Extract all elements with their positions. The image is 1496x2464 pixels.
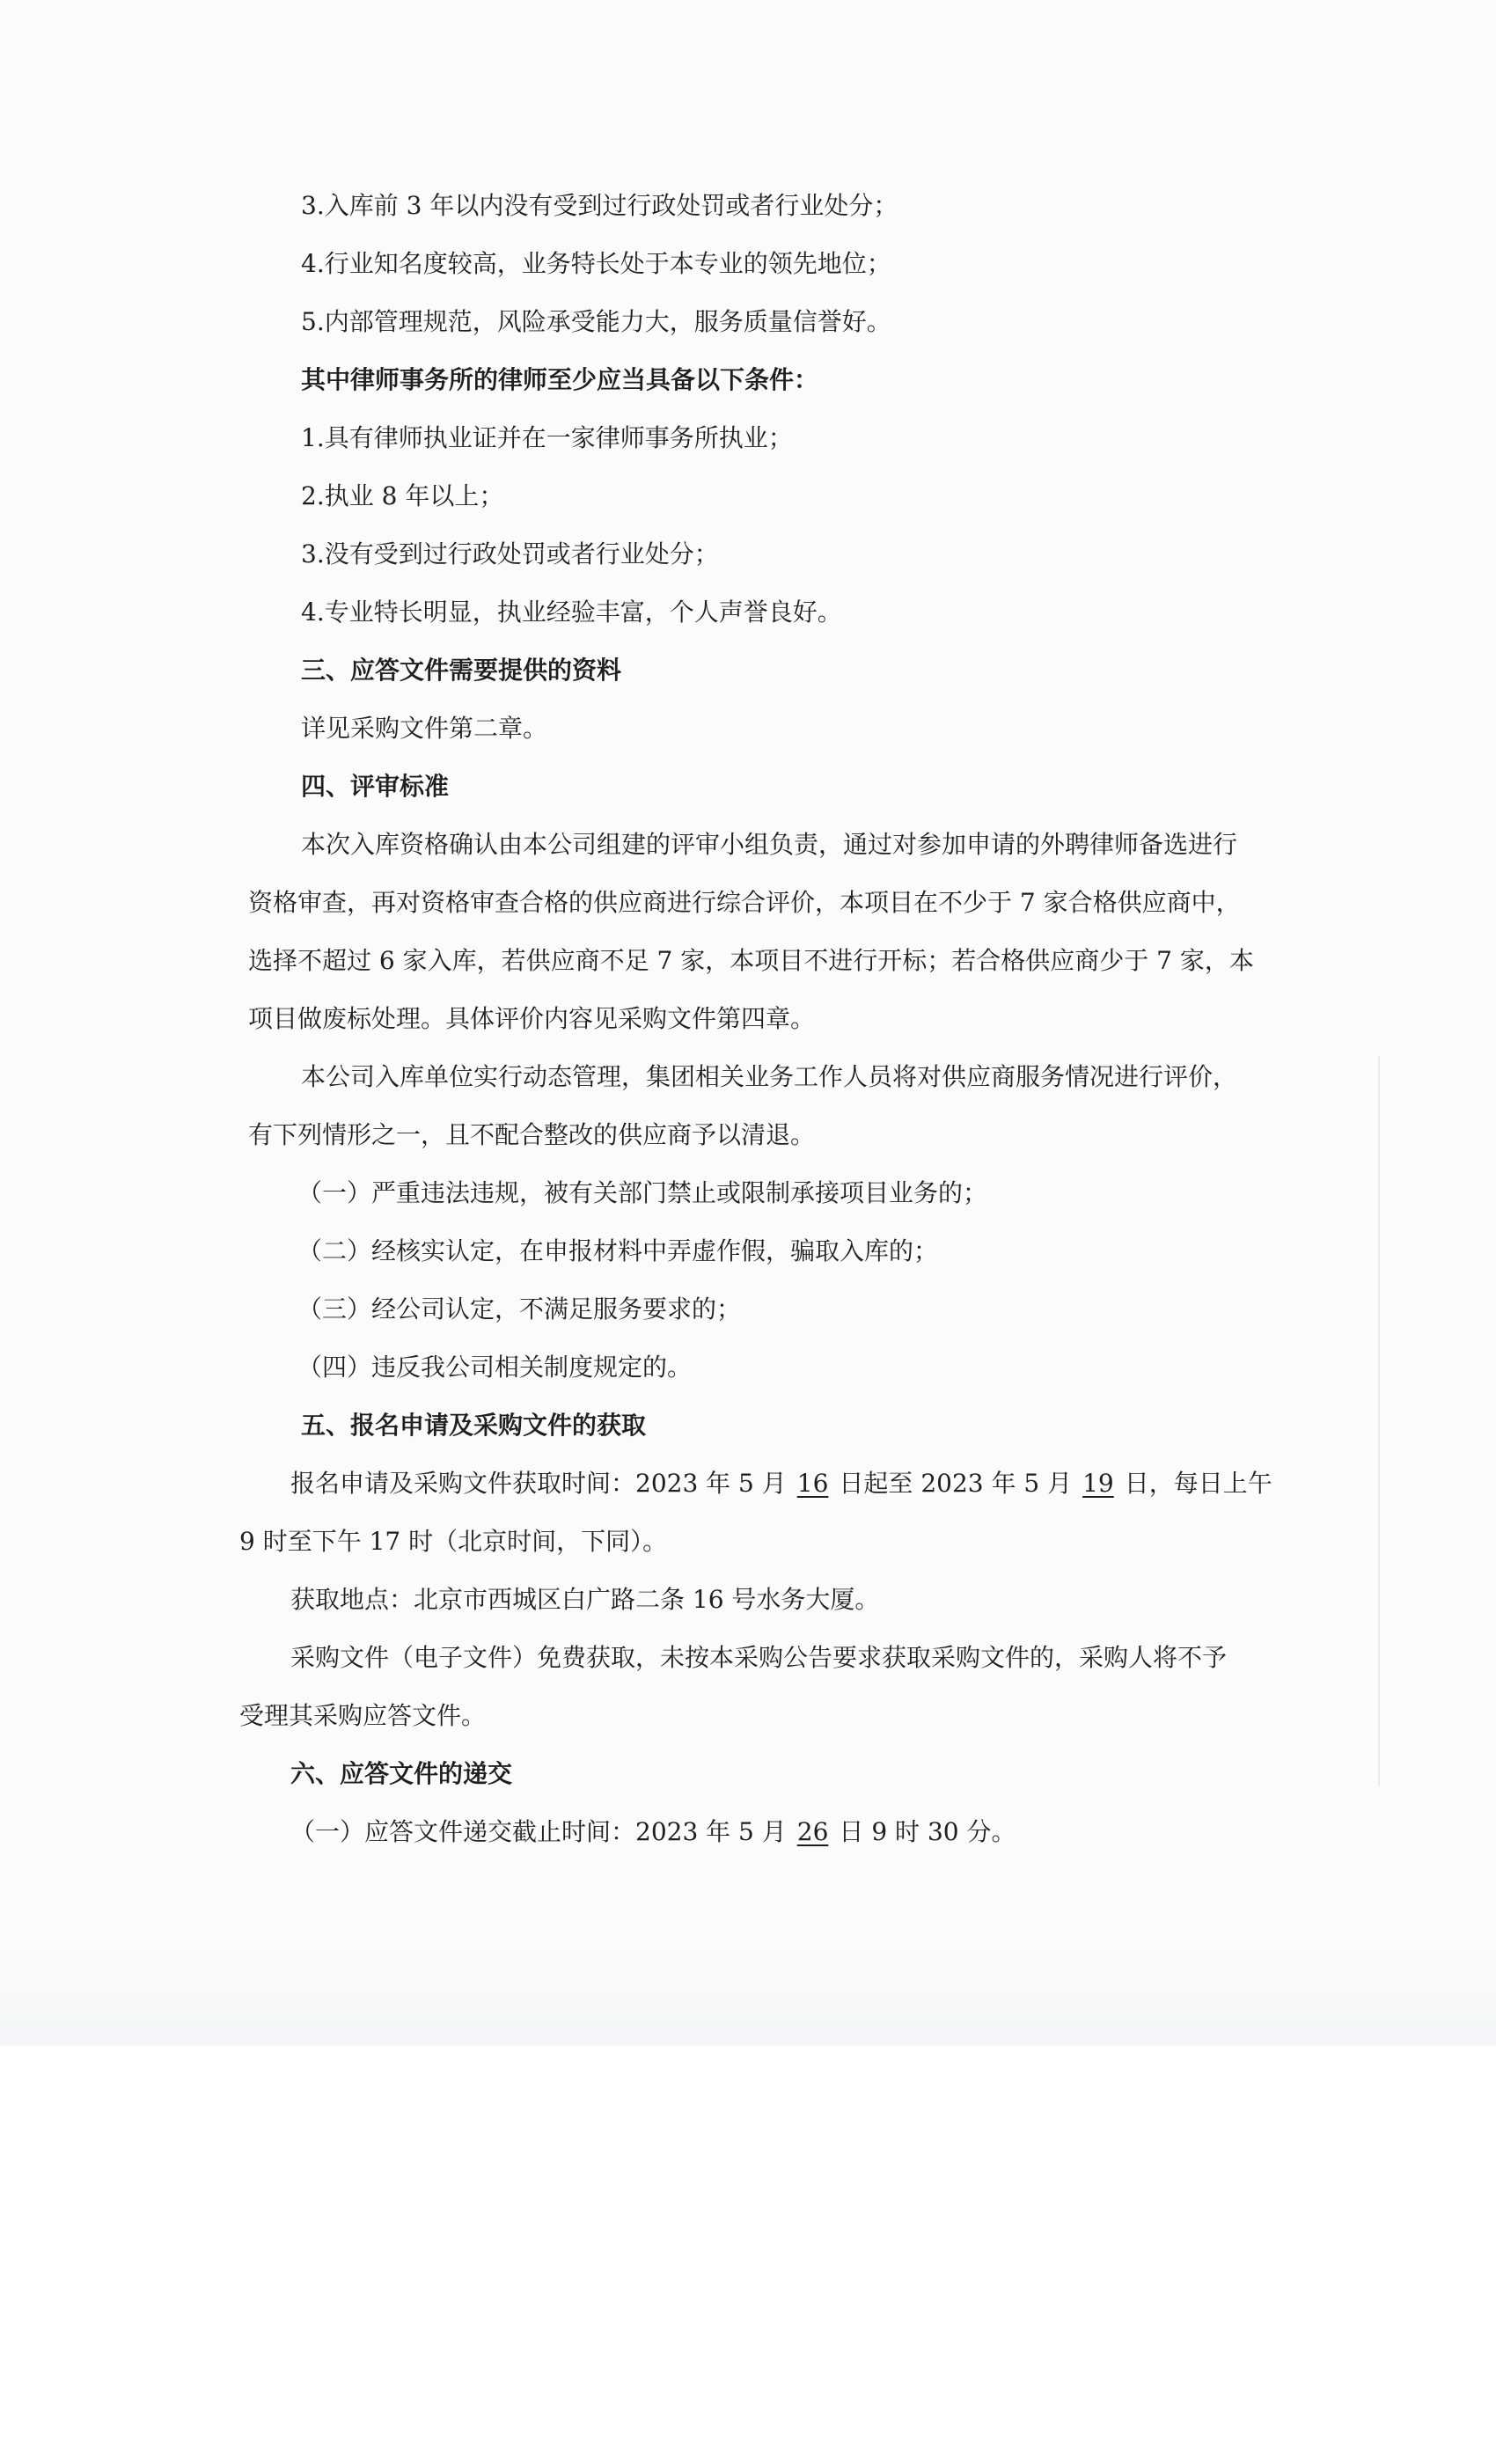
submission-deadline-prefix: （一）应答文件递交截止时间：2023 年 5 月	[290, 1817, 787, 1846]
section-4-para1-line3: 选择不超过 6 家入库，若供应商不足 7 家，本项目不进行开标；若合格供应商少于 7 家，本	[248, 946, 1254, 975]
section-3-heading: 三、应答文件需要提供的资料	[301, 656, 622, 685]
lawyer-conditions-heading: 其中律师事务所的律师至少应当具备以下条件：	[301, 365, 819, 394]
section-6-heading: 六、应答文件的递交	[290, 1759, 513, 1788]
submission-deadline-suffix: 日 9 时 30 分。	[839, 1817, 1016, 1846]
lawyer-condition-2: 2.执业 8 年以上；	[301, 481, 504, 510]
lawyer-condition-3: 3.没有受到过行政处罚或者行业处分；	[301, 539, 719, 568]
registration-hours: 9 时至下午 17 时（北京时间，下同）。	[239, 1527, 668, 1556]
end-day-underlined: 19	[1082, 1469, 1114, 1498]
section-3-text: 详见采购文件第二章。	[301, 714, 548, 743]
registration-location: 获取地点：北京市西城区白广路二条 16 号水务大厦。	[290, 1585, 880, 1614]
lawyer-condition-1: 1.具有律师执业证并在一家律师事务所执业；	[301, 423, 793, 452]
exit-case-1: （一）严重违法违规，被有关部门禁止或限制承接项目业务的；	[297, 1178, 988, 1207]
condition-5-management: 5.内部管理规范，风险承受能力大，服务质量信誉好。	[301, 307, 891, 336]
exit-case-2: （二）经核实认定，在申报材料中弄虚作假，骗取入库的；	[297, 1236, 939, 1265]
exit-case-3: （三）经公司认定，不满足服务要求的；	[297, 1294, 742, 1324]
submission-deadline-line	[290, 1815, 1016, 1850]
section-4-para1-line4: 项目做废标处理。具体评价内容见采购文件第四章。	[248, 1004, 816, 1033]
scan-bottom-shadow	[0, 1945, 1496, 2046]
condition-4-reputation: 4.行业知名度较高，业务特长处于本专业的领先地位；	[301, 249, 891, 278]
registration-time-middle: 日起至 2023 年 5 月	[839, 1469, 1073, 1498]
condition-3-no-penalty: 3.入库前 3 年以内没有受到过行政处罚或者行业处分；	[301, 191, 898, 220]
free-document-line1: 采购文件（电子文件）免费获取，未按本采购公告要求获取采购文件的，采购人将不予	[290, 1643, 1228, 1672]
deadline-day-underlined: 26	[796, 1817, 829, 1846]
section-4-heading: 四、评审标准	[301, 772, 450, 801]
section-4-para1-line1: 本次入库资格确认由本公司组建的评审小组负责，通过对参加申请的外聘律师备选进行	[301, 830, 1238, 859]
section-5-heading: 五、报名申请及采购文件的获取	[301, 1411, 647, 1440]
registration-time-suffix: 日，每日上午	[1124, 1469, 1272, 1498]
lawyer-condition-4: 4.专业特长明显，执业经验丰富，个人声誉良好。	[301, 598, 842, 627]
registration-time-line	[290, 1466, 1272, 1501]
start-day-underlined: 16	[796, 1469, 829, 1498]
free-document-line2: 受理其采购应答文件。	[239, 1701, 487, 1730]
section-4-para2-line1: 本公司入库单位实行动态管理，集团相关业务工作人员将对供应商服务情况进行评价，	[301, 1062, 1238, 1091]
registration-time-prefix: 报名申请及采购文件获取时间：2023 年 5 月	[290, 1469, 787, 1498]
exit-case-4: （四）违反我公司相关制度规定的。	[297, 1353, 693, 1382]
section-4-para1-line2: 资格审查，再对资格审查合格的供应商进行综合评价，本项目在不少于 7 家合格供应商中，	[248, 888, 1241, 917]
section-4-para2-line2: 有下列情形之一，且不配合整改的供应商予以清退。	[248, 1120, 816, 1149]
